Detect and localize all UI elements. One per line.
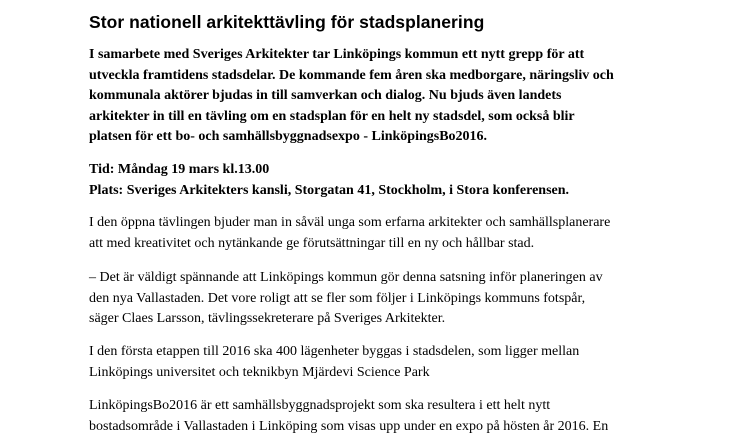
body-line: I den öppna tävlingen bjuder man in såväl unga som erfarna arkitekter och samhällsplanerare xyxy=(89,213,610,234)
intro-line: I samarbete med Sveriges Arkitekter tar Linköpings kommun ett nytt grepp för att xyxy=(89,45,614,66)
intro-line: utveckla framtidens stadsdelar. De kommande fem åren ska medborgare, näringsliv och xyxy=(89,66,614,87)
event-place: Plats: Sveriges Arkitekters kansli, Storgatan 41, Stockholm, i Stora konferensen. xyxy=(89,181,569,202)
intro-line: arkitekter in till en tävling om en stadsplan för en helt ny stadsdel, som också blir xyxy=(89,107,614,128)
intro-line: kommunala aktörer bjudas in till samverkan och dialog. Nu bjuds även landets xyxy=(89,86,614,107)
body-line: säger Claes Larsson, tävlingssekreterare på Sveriges Arkitekter. xyxy=(89,309,603,330)
page-title: Stor nationell arkitekttävling för stadsplanering xyxy=(89,12,484,33)
body-line: Linköpings universitet och teknikbyn Mjärdevi Science Park xyxy=(89,363,579,384)
body-line: – Det är väldigt spännande att Linköpings kommun gör denna satsning inför planeringen av xyxy=(89,268,603,289)
body-paragraph-3 xyxy=(89,342,579,383)
body-line: den nya Vallastaden. Det vore roligt att se fler som följer i Linköpings kommuns fotspår, xyxy=(89,289,603,310)
body-paragraph-4 xyxy=(89,396,608,437)
intro-line: platsen för ett bo- och samhällsbyggnadsexpo - LinköpingsBo2016. xyxy=(89,127,614,148)
event-time: Tid: Måndag 19 mars kl.13.00 xyxy=(89,160,569,181)
body-line: LinköpingsBo2016 är ett samhällsbyggnadsprojekt som ska resultera i ett helt nytt xyxy=(89,396,608,417)
body-line: att med kreativitet och nytänkande ge förutsättningar till en ny och hållbar stad. xyxy=(89,234,610,255)
body-line: bostadsområde i Vallastaden i Linköping som visas upp under en expo på hösten år 2016. En xyxy=(89,417,608,437)
event-info xyxy=(89,160,569,201)
body-paragraph-1 xyxy=(89,213,610,254)
intro-paragraph xyxy=(89,45,614,148)
body-paragraph-2 xyxy=(89,268,603,330)
body-line: I den första etappen till 2016 ska 400 lägenheter byggas i stadsdelen, som ligger mellan xyxy=(89,342,579,363)
